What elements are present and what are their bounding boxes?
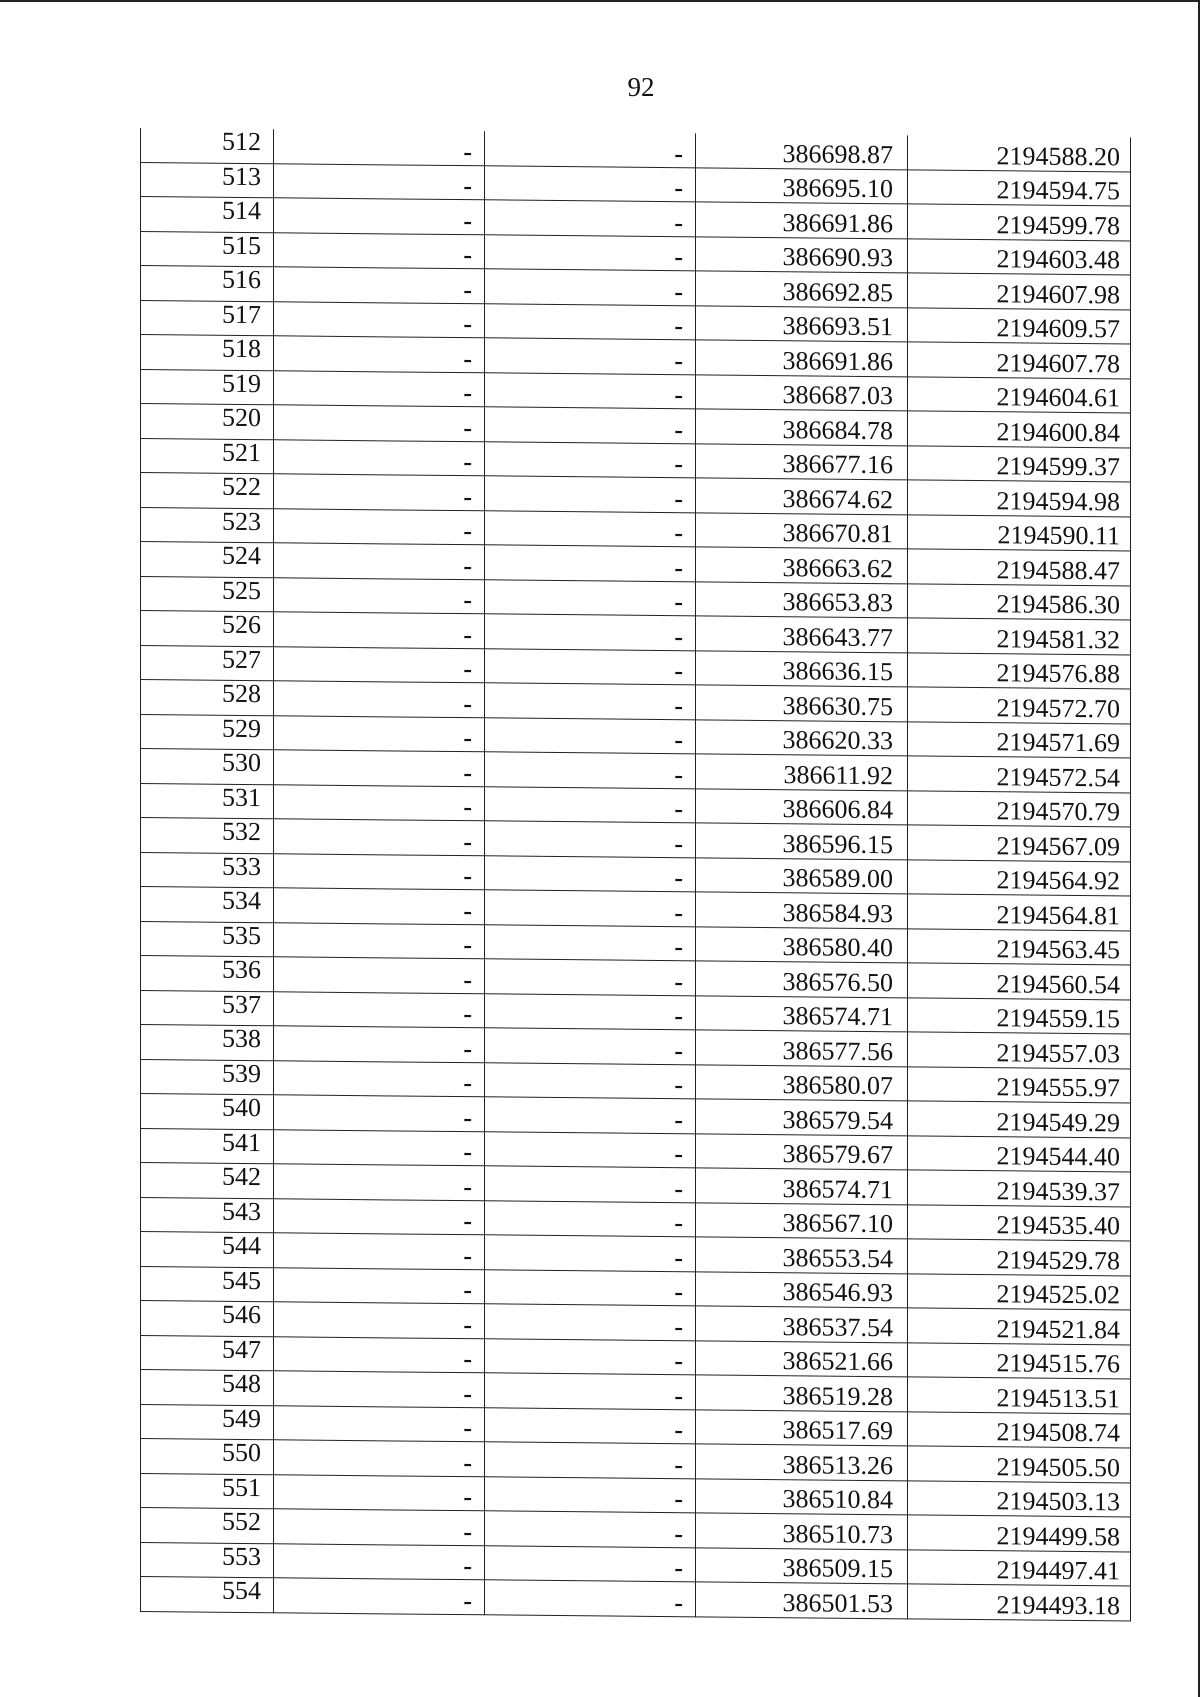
point-number-cell: 537 — [141, 990, 274, 1026]
column-b-cell: - — [485, 1131, 696, 1168]
y-coordinate-cell: 2194544.40 — [908, 1135, 1131, 1172]
point-number-cell: 526 — [141, 611, 274, 647]
column-a-cell: - — [274, 1336, 485, 1373]
column-b-cell: - — [485, 752, 696, 789]
x-coordinate-cell: 386519.28 — [696, 1375, 908, 1412]
column-b-cell: - — [485, 338, 696, 375]
x-coordinate-cell: 386698.87 — [696, 133, 908, 169]
column-a-cell: - — [274, 301, 485, 338]
y-coordinate-cell: 2194599.37 — [908, 445, 1131, 482]
column-b-cell: - — [485, 1580, 696, 1617]
point-number-cell: 539 — [141, 1059, 274, 1095]
column-a-cell: - — [274, 405, 485, 442]
point-number-cell: 521 — [141, 438, 274, 474]
x-coordinate-cell: 386510.84 — [696, 1478, 908, 1515]
y-coordinate-cell: 2194588.47 — [908, 549, 1131, 586]
x-coordinate-cell: 386693.51 — [696, 305, 908, 342]
column-b-cell: - — [485, 1545, 696, 1582]
y-coordinate-cell: 2194535.40 — [908, 1204, 1131, 1241]
column-b-cell: - — [485, 683, 696, 720]
column-a-cell: - — [274, 750, 485, 787]
x-coordinate-cell: 386537.54 — [696, 1306, 908, 1343]
column-b-cell: - — [485, 372, 696, 409]
point-number-cell: 525 — [141, 576, 274, 612]
x-coordinate-cell: 386513.26 — [696, 1444, 908, 1481]
column-a-cell: - — [274, 474, 485, 511]
column-a-cell: - — [274, 508, 485, 545]
column-a-cell: - — [274, 819, 485, 856]
x-coordinate-cell: 386574.71 — [696, 995, 908, 1032]
x-coordinate-cell: 386695.10 — [696, 167, 908, 204]
x-coordinate-cell: 386517.69 — [696, 1409, 908, 1446]
column-b-cell: - — [485, 1442, 696, 1479]
column-a-cell: - — [274, 1474, 485, 1511]
x-coordinate-cell: 386546.93 — [696, 1271, 908, 1308]
column-a-cell: - — [274, 1095, 485, 1132]
point-number-cell: 530 — [141, 749, 274, 785]
column-b-cell: - — [485, 545, 696, 582]
column-a-cell: - — [274, 543, 485, 580]
point-number-cell: 520 — [141, 404, 274, 440]
y-coordinate-cell: 2194529.78 — [908, 1239, 1131, 1276]
column-a-cell: - — [274, 1233, 485, 1270]
column-b-cell: - — [485, 1028, 696, 1065]
column-b-cell: - — [485, 1511, 696, 1548]
column-a-cell: - — [274, 198, 485, 235]
column-b-cell: - — [485, 1373, 696, 1410]
coordinate-table-wrapper — [140, 128, 1130, 1621]
y-coordinate-cell: 2194572.70 — [908, 687, 1131, 724]
point-number-cell: 554 — [141, 1577, 274, 1613]
column-a-cell: - — [274, 991, 485, 1028]
x-coordinate-cell: 386567.10 — [696, 1202, 908, 1239]
y-coordinate-cell: 2194607.98 — [908, 273, 1131, 310]
column-a-cell: - — [274, 853, 485, 890]
column-b-cell: - — [485, 1476, 696, 1513]
x-coordinate-cell: 386670.81 — [696, 512, 908, 549]
column-b-cell: - — [485, 303, 696, 340]
x-coordinate-cell: 386501.53 — [696, 1582, 908, 1619]
y-coordinate-cell: 2194497.41 — [908, 1549, 1131, 1586]
x-coordinate-cell: 386690.93 — [696, 236, 908, 273]
point-number-cell: 517 — [141, 300, 274, 336]
y-coordinate-cell: 2194600.84 — [908, 411, 1131, 448]
column-a-cell: - — [274, 957, 485, 994]
column-a-cell: - — [274, 888, 485, 925]
point-number-cell: 527 — [141, 645, 274, 681]
y-coordinate-cell: 2194555.97 — [908, 1066, 1131, 1103]
column-a-cell: - — [274, 1578, 485, 1615]
column-a-cell: - — [274, 129, 485, 165]
column-a-cell: - — [274, 1129, 485, 1166]
x-coordinate-cell: 386606.84 — [696, 788, 908, 825]
point-number-cell: 550 — [141, 1439, 274, 1475]
column-a-cell: - — [274, 439, 485, 476]
column-b-cell: - — [485, 717, 696, 754]
column-a-cell: - — [274, 232, 485, 269]
x-coordinate-cell: 386663.62 — [696, 547, 908, 584]
column-b-cell: - — [485, 579, 696, 616]
x-coordinate-cell: 386577.56 — [696, 1030, 908, 1067]
column-a-cell: - — [274, 1509, 485, 1546]
column-b-cell: - — [485, 1269, 696, 1306]
x-coordinate-cell: 386553.54 — [696, 1237, 908, 1274]
y-coordinate-cell: 2194493.18 — [908, 1584, 1131, 1621]
column-a-cell: - — [274, 646, 485, 683]
x-coordinate-cell: 386579.54 — [696, 1099, 908, 1136]
coordinate-table — [140, 128, 1131, 1621]
column-a-cell: - — [274, 336, 485, 373]
column-a-cell: - — [274, 784, 485, 821]
y-coordinate-cell: 2194499.58 — [908, 1515, 1131, 1552]
point-number-cell: 541 — [141, 1128, 274, 1164]
column-b-cell: - — [485, 924, 696, 961]
column-b-cell: - — [485, 890, 696, 927]
point-number-cell: 549 — [141, 1404, 274, 1440]
x-coordinate-cell: 386521.66 — [696, 1340, 908, 1377]
column-b-cell: - — [485, 165, 696, 202]
point-number-cell: 548 — [141, 1370, 274, 1406]
point-number-cell: 523 — [141, 507, 274, 543]
point-number-cell: 515 — [141, 231, 274, 267]
x-coordinate-cell: 386692.85 — [696, 271, 908, 308]
column-a-cell: - — [274, 922, 485, 959]
x-coordinate-cell: 386691.86 — [696, 202, 908, 239]
column-b-cell: - — [485, 855, 696, 892]
y-coordinate-cell: 2194603.48 — [908, 238, 1131, 275]
column-b-cell: - — [485, 200, 696, 237]
x-coordinate-cell: 386677.16 — [696, 443, 908, 480]
point-number-cell: 553 — [141, 1542, 274, 1578]
column-b-cell: - — [485, 821, 696, 858]
column-b-cell: - — [485, 1304, 696, 1341]
point-number-cell: 516 — [141, 266, 274, 302]
y-coordinate-cell: 2194570.79 — [908, 790, 1131, 827]
y-coordinate-cell: 2194557.03 — [908, 1032, 1131, 1069]
y-coordinate-cell: 2194521.84 — [908, 1308, 1131, 1345]
x-coordinate-cell: 386574.71 — [696, 1168, 908, 1205]
column-b-cell: - — [485, 614, 696, 651]
column-b-cell: - — [485, 648, 696, 685]
x-coordinate-cell: 386653.83 — [696, 581, 908, 618]
point-number-cell: 519 — [141, 369, 274, 405]
y-coordinate-cell: 2194563.45 — [908, 928, 1131, 965]
point-number-cell: 543 — [141, 1197, 274, 1233]
x-coordinate-cell: 386510.73 — [696, 1513, 908, 1550]
column-a-cell: - — [274, 1543, 485, 1580]
point-number-cell: 536 — [141, 956, 274, 992]
y-coordinate-cell: 2194503.13 — [908, 1480, 1131, 1517]
point-number-cell: 552 — [141, 1508, 274, 1544]
column-b-cell: - — [485, 1062, 696, 1099]
y-coordinate-cell: 2194559.15 — [908, 997, 1131, 1034]
column-a-cell: - — [274, 370, 485, 407]
y-coordinate-cell: 2194571.69 — [908, 721, 1131, 758]
point-number-cell: 545 — [141, 1266, 274, 1302]
column-b-cell: - — [485, 1200, 696, 1237]
point-number-cell: 551 — [141, 1473, 274, 1509]
column-a-cell: - — [274, 1267, 485, 1304]
x-coordinate-cell: 386643.77 — [696, 616, 908, 653]
column-b-cell: - — [485, 1166, 696, 1203]
point-number-cell: 542 — [141, 1163, 274, 1199]
point-number-cell: 534 — [141, 887, 274, 923]
y-coordinate-cell: 2194594.98 — [908, 480, 1131, 517]
point-number-cell: 540 — [141, 1094, 274, 1130]
point-number-cell: 535 — [141, 921, 274, 957]
y-coordinate-cell: 2194590.11 — [908, 514, 1131, 551]
column-a-cell: - — [274, 577, 485, 614]
x-coordinate-cell: 386687.03 — [696, 374, 908, 411]
y-coordinate-cell: 2194594.75 — [908, 169, 1131, 206]
x-coordinate-cell: 386576.50 — [696, 961, 908, 998]
column-a-cell: - — [274, 1371, 485, 1408]
y-coordinate-cell: 2194599.78 — [908, 204, 1131, 241]
column-a-cell: - — [274, 1302, 485, 1339]
point-number-cell: 513 — [141, 162, 274, 198]
point-number-cell: 533 — [141, 852, 274, 888]
x-coordinate-cell: 386596.15 — [696, 823, 908, 860]
y-coordinate-cell: 2194572.54 — [908, 756, 1131, 793]
x-coordinate-cell: 386691.86 — [696, 340, 908, 377]
column-a-cell: - — [274, 163, 485, 200]
x-coordinate-cell: 386579.67 — [696, 1133, 908, 1170]
point-number-cell: 524 — [141, 542, 274, 578]
point-number-cell: 532 — [141, 818, 274, 854]
column-a-cell: - — [274, 715, 485, 752]
column-a-cell: - — [274, 1440, 485, 1477]
column-b-cell: - — [485, 1407, 696, 1444]
point-number-cell: 518 — [141, 335, 274, 371]
column-a-cell: - — [274, 681, 485, 718]
column-b-cell: - — [485, 269, 696, 306]
column-a-cell: - — [274, 1060, 485, 1097]
y-coordinate-cell: 2194581.32 — [908, 618, 1131, 655]
y-coordinate-cell: 2194604.61 — [908, 376, 1131, 413]
point-number-cell: 531 — [141, 783, 274, 819]
y-coordinate-cell: 2194564.81 — [908, 894, 1131, 931]
x-coordinate-cell: 386630.75 — [696, 685, 908, 722]
y-coordinate-cell: 2194513.51 — [908, 1377, 1131, 1414]
y-coordinate-cell: 2194508.74 — [908, 1411, 1131, 1448]
point-number-cell: 514 — [141, 197, 274, 233]
column-b-cell: - — [485, 786, 696, 823]
column-b-cell: - — [485, 1235, 696, 1272]
point-number-cell: 529 — [141, 714, 274, 750]
page-number: 92 — [627, 72, 655, 102]
y-coordinate-cell: 2194588.20 — [908, 135, 1131, 171]
x-coordinate-cell: 386636.15 — [696, 650, 908, 687]
column-a-cell: - — [274, 612, 485, 649]
point-number-cell: 544 — [141, 1232, 274, 1268]
x-coordinate-cell: 386674.62 — [696, 478, 908, 515]
column-b-cell: - — [485, 131, 696, 167]
column-a-cell: - — [274, 267, 485, 304]
x-coordinate-cell: 386580.40 — [696, 926, 908, 963]
y-coordinate-cell: 2194539.37 — [908, 1170, 1131, 1207]
x-coordinate-cell: 386580.07 — [696, 1064, 908, 1101]
y-coordinate-cell: 2194549.29 — [908, 1101, 1131, 1138]
point-number-cell: 512 — [141, 128, 274, 163]
y-coordinate-cell: 2194525.02 — [908, 1273, 1131, 1310]
y-coordinate-cell: 2194505.50 — [908, 1446, 1131, 1483]
x-coordinate-cell: 386584.93 — [696, 892, 908, 929]
point-number-cell: 528 — [141, 680, 274, 716]
column-a-cell: - — [274, 1164, 485, 1201]
column-b-cell: - — [485, 510, 696, 547]
y-coordinate-cell: 2194607.78 — [908, 342, 1131, 379]
point-number-cell: 522 — [141, 473, 274, 509]
y-coordinate-cell: 2194609.57 — [908, 307, 1131, 344]
y-coordinate-cell: 2194567.09 — [908, 825, 1131, 862]
column-a-cell: - — [274, 1198, 485, 1235]
column-b-cell: - — [485, 1097, 696, 1134]
y-coordinate-cell: 2194586.30 — [908, 583, 1131, 620]
column-b-cell: - — [485, 441, 696, 478]
column-b-cell: - — [485, 234, 696, 271]
point-number-cell: 546 — [141, 1301, 274, 1337]
x-coordinate-cell: 386589.00 — [696, 857, 908, 894]
column-b-cell: - — [485, 1338, 696, 1375]
x-coordinate-cell: 386611.92 — [696, 754, 908, 791]
column-b-cell: - — [485, 959, 696, 996]
x-coordinate-cell: 386509.15 — [696, 1547, 908, 1584]
x-coordinate-cell: 386684.78 — [696, 409, 908, 446]
column-a-cell: - — [274, 1026, 485, 1063]
x-coordinate-cell: 386620.33 — [696, 719, 908, 756]
column-b-cell: - — [485, 476, 696, 513]
coordinate-table-body — [141, 128, 1131, 1621]
point-number-cell: 538 — [141, 1025, 274, 1061]
column-b-cell: - — [485, 993, 696, 1030]
y-coordinate-cell: 2194515.76 — [908, 1342, 1131, 1379]
y-coordinate-cell: 2194576.88 — [908, 652, 1131, 689]
y-coordinate-cell: 2194560.54 — [908, 963, 1131, 1000]
point-number-cell: 547 — [141, 1335, 274, 1371]
y-coordinate-cell: 2194564.92 — [908, 859, 1131, 896]
column-b-cell: - — [485, 407, 696, 444]
column-a-cell: - — [274, 1405, 485, 1442]
